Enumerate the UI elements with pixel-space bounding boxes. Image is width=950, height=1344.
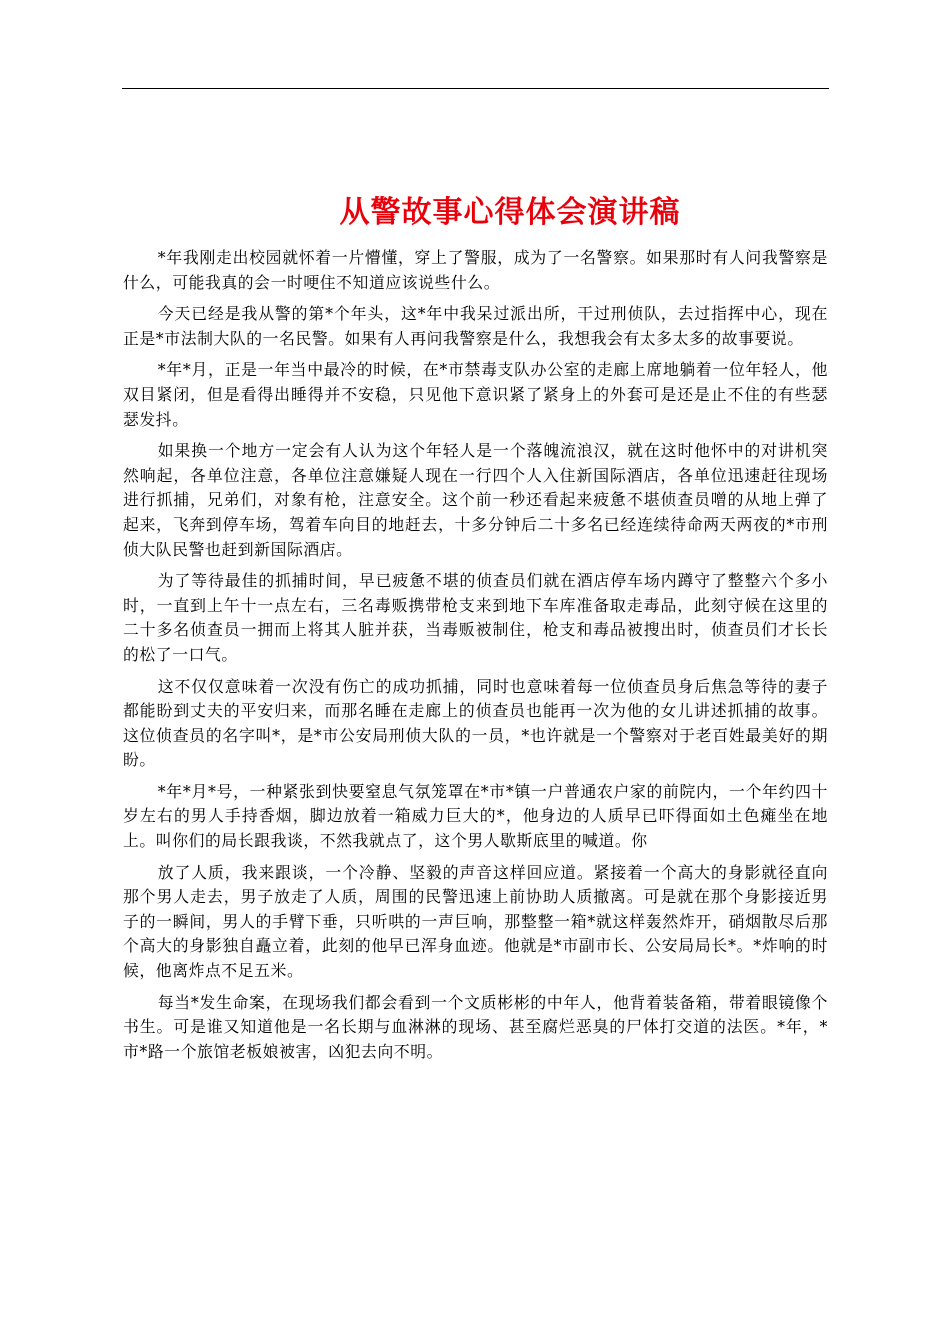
paragraph: 如果换一个地方一定会有人认为这个年轻人是一个落魄流浪汉，就在这时他怀中的对讲机突然响起，各单位注意，各单位注意嫌疑人现在一行四个人入住新国际酒店，各单位迅速赶往现场进行抓捕，兄弟们，对象有枪，注意安全。这个前一秒还看起来疲惫不堪侦查员噌的从地上弹了起来，飞奔到停车场，驾着车向目的地赶去，十多分钟后二十多名已经连续待命两天两夜的*市刑侦大队民警也赶到新国际酒店。: [123, 441, 828, 559]
paragraph: 这不仅仅意味着一次没有伤亡的成功抓捕，同时也意味着每一位侦查员身后焦急等待的妻子都能盼到丈夫的平安归来，而那名睡在走廊上的侦查员也能再一次为他的女儿讲述抓捕的故事。这位侦查员的名字叫*，是*市公安局刑侦大队的一员，*也许就是一个警察对于老百姓最美好的期盼。: [123, 676, 828, 770]
document-title: 从警故事心得体会演讲稿: [339, 195, 681, 230]
header-rule: [122, 88, 829, 89]
paragraph: 今天已经是我从警的第*个年头，这*年中我呆过派出所，干过刑侦队，去过指挥中心，现在正是*市法制大队的一名民警。如果有人再问我警察是什么，我想我会有太多太多的故事要说。: [123, 304, 828, 348]
paragraph: 放了人质，我来跟谈，一个冷静、坚毅的声音这样回应道。紧接着一个高大的身影就径直向那个男人走去，男子放走了人质，周围的民警迅速上前协助人质撤离。可是就在那个身影接近男子的一瞬间，男人的手臂下垂，只听哄的一声巨响，那整整一箱*就这样轰然炸开，硝烟散尽后那个高大的身影独自矗立着，此刻的他早已浑身血迹。他就是*市副市长、公安局局长*。*炸响的时候，他离炸点不足五米。: [123, 862, 828, 981]
paragraph: 为了等待最佳的抓捕时间，早已疲惫不堪的侦查员们就在酒店停车场内蹲守了整整六个多小时，一直到上午十一点左右，三名毒贩携带枪支来到地下车库准备取走毒品，此刻守候在这里的二十多名侦查员一拥而上将其人脏并获，当毒贩被制住，枪支和毒品被搜出时，侦查员们才长长的松了一口气。: [123, 571, 828, 664]
paragraph: *年*月，正是一年当中最冷的时候，在*市禁毒支队办公室的走廊上席地躺着一位年轻人，他双目紧闭，但是看得出睡得并不安稳，只见他下意识紧了紧身上的外套可是还是止不住的有些瑟瑟发抖。: [123, 360, 828, 429]
paragraph: 每当*发生命案，在现场我们都会看到一个文质彬彬的中年人，他背着装备箱，带着眼镜像个书生。可是谁又知道他是一名长期与血淋淋的现场、甚至腐烂恶臭的尸体打交道的法医。*年，*市*路一个旅馆老板娘被害，凶犯去向不明。: [123, 992, 828, 1061]
document-body: [123, 246, 828, 1071]
paragraph: *年*月*号，一种紧张到快要窒息气氛笼罩在*市*镇一户普通农户家的前院内，一个年约四十岁左右的男人手持香烟，脚边放着一箱威力巨大的*，他身边的人质早已吓得面如土色瘫坐在地上。叫你们的局长跟我谈，不然我就点了，这个男人歇斯底里的喊道。你: [123, 781, 828, 851]
paragraph: *年我刚走出校园就怀着一片懵懂，穿上了警服，成为了一名警察。如果那时有人问我警察是什么，可能我真的会一时哽住不知道应该说些什么。: [123, 248, 828, 292]
